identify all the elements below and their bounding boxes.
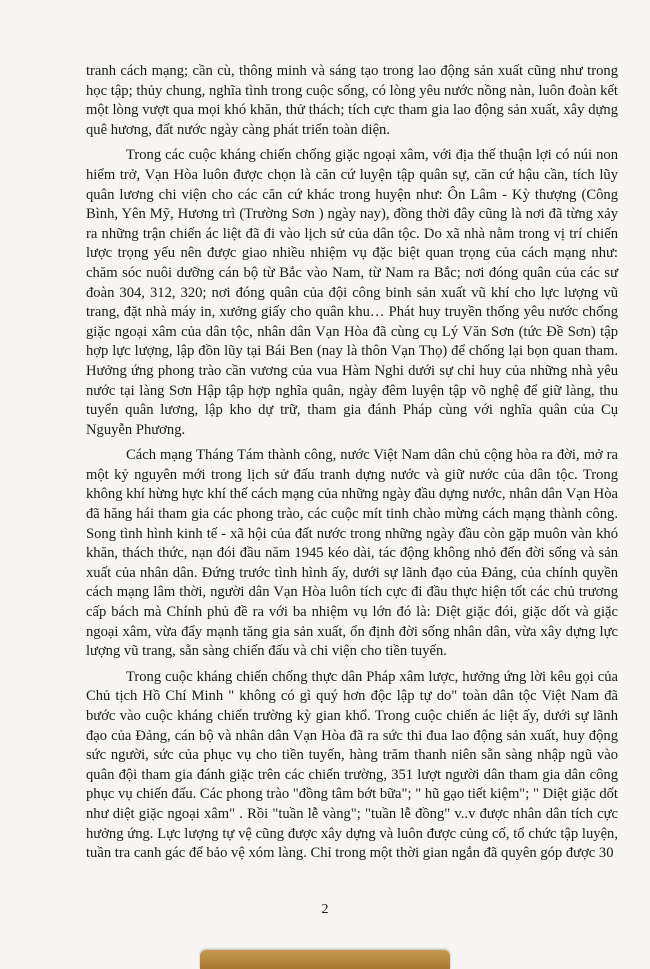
- paragraph-3: Cách mạng Tháng Tám thành công, nước Việt Nam dân chủ cộng hòa ra đời, mở ra một kỷ nguyên mới trong lịch sử đấu tranh dựng nước và giữ nước của dân tộc. Trong không khí hừng hực khí thế cách mạng của những ngày đầu dựng nước, nhân dân Vạn Hòa đã hăng hái tham gia các phong trào, các cuộc mít tinh chào mừng cách mạng thành công. Song tình hình kinh tế - xã hội của đất nước trong những ngày đầu còn gặp muôn vàn khó khăn, thách thức, nạn đói đầu năm 1945 kéo dài, tác động không nhỏ đến đời sống và sản xuất của nhân dân. Đứng trước tình hình ấy, dưới sự lãnh đạo của Đảng, của chính quyền cách mạng lâm thời, người dân Vạn Hòa luôn tích cực đi đầu thực hiện tốt các chủ trương cấp bách mà Chính phủ đề ra với ba nhiệm vụ lớn đó là: Diệt giặc đói, giặc dốt và giặc ngoại xâm, vừa đẩy mạnh tăng gia sản xuất, ổn định đời sống nhân dân, vừa xây dựng lực lượng vũ trang, sẵn sàng chiến đấu và chi viện cho tiền tuyến.: [86, 447, 618, 660]
- page-number: 2: [321, 902, 329, 917]
- body-text: [86, 62, 618, 870]
- paragraph-2: Trong các cuộc kháng chiến chống giặc ngoại xâm, với địa thế thuận lợi có núi non hiểm trở, Vạn Hòa luôn được chọn là căn cứ luyện tập quân sự, căn cứ hậu cần, tích lũy quân lương chi viện cho các căn cứ khác trong huyện như: Ôn Lâm - Kỳ thượng (Công Bình, Yên Mỹ, Hương trì (Trường Sơn ) ngày nay), đồng thời đây cũng là nơi đã từng xảy ra những trận chiến ác liệt đã đi vào lịch sử của dân tộc. Do xã nhà nằm trong vị trí chiến lược trọng yếu nên được giao nhiều nhiệm vụ đặc biệt quan trọng của cách mạng như: chăm sóc nuôi dưỡng cán bộ từ Bắc vào Nam, từ Nam ra Bắc; nơi đóng quân của các sư đoàn 304, 312, 320; nơi đóng quân của đội công binh sản xuất vũ khí cho lực lượng vũ trang, đặt nhà máy in, xưởng giấy cho quân khu… Phát huy truyền thống yêu nước chống giặc ngoại xâm của dân tộc, nhân dân Vạn Hòa đã cùng cụ Lý Văn Sơn (tức Đề Sơn) tập hợp lực lượng, lập đồn lũy tại Bái Ben (nay là thôn Vạn Thọ) để chống lại bọn quan tham. Hưởng ứng phong trào cần vương của vua Hàm Nghi dưới sự chỉ huy của những nhà yêu nước tại làng Sơn Hập tập hợp nghĩa quân, ngày đêm luyện tập võ nghệ để giữ làng, thu tuyển quân lương, lập kho dự trữ, tham gia đánh Pháp cùng với nghĩa quân của Cụ Nguyễn Phương.: [86, 147, 618, 438]
- binding-edge: [200, 950, 450, 969]
- paragraph-1: tranh cách mạng; cần cù, thông minh và sáng tạo trong lao động sản xuất cũng như trong học tập; thủy chung, nghĩa tình trong cuộc sống, có lòng yêu nước nồng nàn, luôn đoàn kết một lòng vượt qua mọi khó khăn, thử thách; tích cực tham gia lao động sản xuất, xây dựng quê hương, đất nước ngày càng phát triển toàn diện.: [86, 63, 618, 138]
- paragraph-4: Trong cuộc kháng chiến chống thực dân Pháp xâm lược, hưởng ứng lời kêu gọi của Chủ tịch Hồ Chí Minh " không có gì quý hơn độc lập tự do" toàn dân tộc Việt Nam đã bước vào cuộc kháng chiến trường kỳ gian khổ. Trong cuộc chiến ác liệt ấy, dưới sự lãnh đạo của Đảng, cán bộ và nhân dân Vạn Hòa đã ra sức thi đua lao động sản xuất, huy động sức người, sức của phục vụ cho tiền tuyến, hàng trăm thanh niên sẵn sàng nhập ngũ vào quân đội tham gia đánh giặc trên các chiến trường, 351 lượt người dân tham gia dân công phục vụ chiến đấu. Các phong trào "đồng tâm bớt bữa"; " hũ gạo tiết kiệm"; " Diệt giặc dốt như diệt giặc ngoại xâm" . Rồi "tuần lễ vàng"; "tuần lễ đồng" v..v được nhân dân tích cực hưởng ứng. Lực lượng tự vệ cũng được xây dựng và luôn được củng cố, tổ chức tập luyện, tuần tra canh gác để bảo vệ xóm làng. Chỉ trong một thời gian ngắn đã quyên góp được 30: [86, 668, 618, 862]
